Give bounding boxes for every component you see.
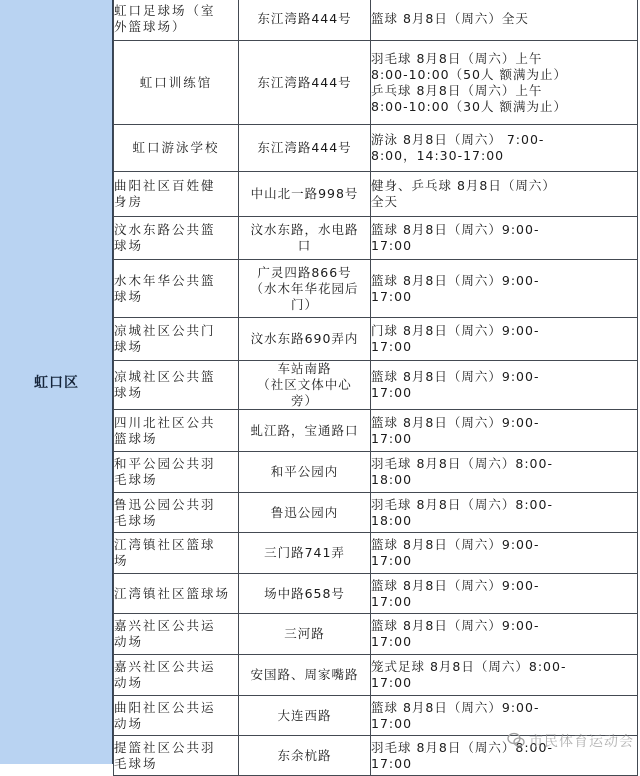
venue-address-line: 东江湾路444号	[257, 74, 352, 90]
venue-event-line: 18:00	[371, 472, 413, 487]
venue-event-line: 17:00	[371, 430, 413, 446]
venue-event-line: 篮球 8月8日（周六）全天	[371, 10, 529, 26]
venue-event-line: 羽毛球 8月8日（周六）8:00-	[371, 496, 553, 512]
venue-name-line: 嘉兴社区公共运	[114, 659, 216, 674]
venue-name-cell	[114, 217, 239, 260]
venue-name-cell	[114, 533, 239, 574]
venue-address-line: 东江湾路444号	[257, 140, 352, 155]
venue-name-cell	[114, 410, 239, 452]
venue-name-line: 曲阳社区公共运	[114, 699, 216, 715]
watermark	[507, 731, 634, 752]
venue-name-cell	[114, 361, 239, 410]
venue-event-line: 17:00	[371, 238, 413, 253]
venue-event-line: 门球 8月8日（周六）9:00-	[371, 323, 540, 338]
venue-event-cell	[371, 533, 638, 574]
venue-address-cell	[239, 533, 371, 574]
venue-name-cell	[114, 736, 239, 776]
venue-row	[114, 0, 638, 41]
venue-address-cell	[239, 574, 371, 614]
venue-address-cell	[239, 125, 371, 172]
venue-address-line: 三门路741弄	[264, 545, 345, 560]
venue-address-cell	[239, 217, 371, 260]
venue-address-cell	[239, 696, 371, 736]
venue-event-line: 游泳 8月8日（周六） 7:00-	[371, 132, 545, 147]
venue-row	[114, 260, 638, 318]
venue-name-line: 球场	[114, 288, 144, 304]
venue-address-line: 和平公园内	[270, 464, 339, 479]
venue-table-body	[114, 0, 638, 776]
venue-event-line: 全天	[371, 194, 399, 209]
venue-name-line: 鲁迅公园公共羽	[114, 496, 216, 512]
venue-row	[114, 410, 638, 452]
venue-address-line: 汶水东路，水电路	[250, 222, 359, 237]
venue-name-cell	[114, 41, 239, 125]
venue-event-cell	[371, 172, 638, 217]
venue-address-line: 东江湾路444号	[257, 10, 352, 26]
venue-name-line: 虹口训练馆	[139, 74, 213, 90]
venue-row	[114, 172, 638, 217]
venue-address-line: 汶水东路690弄内	[250, 331, 359, 346]
venue-name-cell	[114, 614, 239, 655]
venue-address-line: 三河路	[284, 626, 325, 641]
venue-address-line: 广灵四路866号	[257, 264, 352, 280]
venue-name-line: 虹口足球场（室	[114, 2, 216, 18]
venue-address-line: 鲁迅公园内	[270, 504, 339, 520]
venue-name-line: 凉城社区公共门	[114, 323, 216, 338]
venue-name-line: 提篮社区公共羽	[114, 739, 216, 755]
venue-event-line: 17:00	[371, 634, 413, 649]
venue-address-line: 场中路658号	[264, 585, 345, 601]
venue-name-cell	[114, 125, 239, 172]
venue-row	[114, 696, 638, 736]
venue-name-line: 毛球场	[114, 512, 158, 528]
venue-event-line: 羽毛球 8月8日（周六）8:00-	[371, 456, 553, 471]
venue-name-line: 虹口游泳学校	[132, 140, 220, 155]
venue-name-line: 曲阳社区百姓健	[114, 178, 216, 193]
venue-address-line: （水木年华花园后	[250, 280, 359, 296]
venue-name-line: 动场	[114, 634, 144, 649]
venue-event-line: 篮球 8月8日（周六）9:00-	[371, 369, 540, 384]
venue-name-line: 球场	[114, 385, 144, 400]
venue-row	[114, 655, 638, 696]
venue-row	[114, 614, 638, 655]
venue-event-cell	[371, 614, 638, 655]
venue-event-line: 17:00	[371, 755, 413, 771]
venue-event-line: 篮球 8月8日（周六）9:00-	[371, 414, 540, 430]
venue-address-line: 东余杭路	[277, 747, 332, 763]
venue-name-cell	[114, 493, 239, 533]
venue-address-cell	[239, 614, 371, 655]
venue-event-line: 8:00-10:00（50人 额满为止）	[371, 66, 567, 82]
venue-name-line: 凉城社区公共篮	[114, 369, 216, 384]
venue-event-cell	[371, 260, 638, 318]
venue-name-cell	[114, 172, 239, 217]
wechat-logo-icon	[507, 732, 525, 752]
venue-event-line: 篮球 8月8日（周六）9:00-	[371, 618, 540, 633]
venue-name-cell	[114, 452, 239, 493]
venue-address-cell	[239, 655, 371, 696]
venue-event-cell	[371, 0, 638, 41]
venue-event-cell	[371, 361, 638, 410]
venue-event-line: 篮球 8月8日（周六）9:00-	[371, 272, 540, 288]
venue-name-cell	[114, 574, 239, 614]
venue-event-line: 17:00	[371, 593, 413, 609]
venue-address-line: 车站南路	[277, 361, 332, 376]
district-label: 虹口区	[34, 375, 79, 391]
venue-name-line: 毛球场	[114, 472, 158, 487]
venue-row	[114, 217, 638, 260]
venue-name-line: 外篮球场）	[114, 18, 187, 34]
venue-event-cell	[371, 41, 638, 125]
venue-address-line: 虬江路，宝通路口	[250, 422, 359, 438]
venue-address-line: 旁）	[290, 393, 318, 408]
venue-address-cell	[239, 452, 371, 493]
venue-event-line: 8:00-10:00（30人 额满为止）	[371, 98, 567, 114]
venue-event-line: 17:00	[371, 553, 413, 568]
venue-address-cell	[239, 493, 371, 533]
venue-name-cell	[114, 318, 239, 361]
venue-event-line: 17:00	[371, 715, 413, 731]
venue-name-line: 江湾镇社区篮球场	[114, 585, 231, 601]
venue-address-cell	[239, 361, 371, 410]
venue-address-line: 中山北一路998号	[250, 186, 359, 201]
venue-row	[114, 41, 638, 125]
venue-event-line: 8:00，14:30-17:00	[371, 148, 505, 163]
venue-event-line: 篮球 8月8日（周六）9:00-	[371, 222, 540, 237]
venue-event-cell	[371, 493, 638, 533]
venue-event-line: 篮球 8月8日（周六）9:00-	[371, 699, 540, 715]
venue-name-line: 场	[114, 553, 129, 568]
venue-address-cell	[239, 172, 371, 217]
venue-row	[114, 533, 638, 574]
venue-event-line: 健身、乒乓球 8月8日（周六）	[371, 178, 556, 193]
venue-event-line: 篮球 8月8日（周六）9:00-	[371, 537, 540, 552]
venue-table	[113, 0, 638, 776]
venue-name-line: 球场	[114, 339, 144, 354]
venue-address-cell	[239, 736, 371, 776]
venue-address-line: 门）	[290, 296, 318, 312]
venue-name-cell	[114, 0, 239, 41]
venue-address-cell	[239, 318, 371, 361]
venue-event-line: 17:00	[371, 675, 413, 690]
venue-name-line: 毛球场	[114, 755, 158, 771]
venue-event-line: 18:00	[371, 512, 413, 528]
venue-event-cell	[371, 655, 638, 696]
venue-event-cell	[371, 318, 638, 361]
venue-name-line: 身房	[114, 194, 144, 209]
venue-row	[114, 318, 638, 361]
venue-address-cell	[239, 41, 371, 125]
watermark-text: 市民体育运动会	[529, 734, 634, 750]
venue-address-line: 大连西路	[277, 707, 332, 723]
venue-event-cell	[371, 125, 638, 172]
venue-address-cell	[239, 0, 371, 41]
venue-row	[114, 125, 638, 172]
venue-name-line: 水木年华公共篮	[114, 272, 216, 288]
venue-name-line: 四川北社区公共	[114, 414, 216, 430]
venue-row	[114, 361, 638, 410]
venue-name-line: 球场	[114, 238, 144, 253]
venue-name-cell	[114, 696, 239, 736]
venue-event-line: 篮球 8月8日（周六）9:00-	[371, 577, 540, 593]
venue-address-line: 口	[297, 238, 312, 253]
venue-event-cell	[371, 217, 638, 260]
venue-event-line: 17:00	[371, 339, 413, 354]
venue-event-cell	[371, 452, 638, 493]
venue-event-line: 17:00	[371, 288, 413, 304]
venue-name-line: 江湾镇社区篮球	[114, 537, 216, 552]
venue-event-cell	[371, 574, 638, 614]
venue-name-cell	[114, 655, 239, 696]
venue-address-line: 安国路、周家嘴路	[250, 667, 359, 682]
venue-event-line: 羽毛球 8月8日（周六）8:00-	[371, 739, 553, 755]
venue-name-line: 汶水东路公共篮	[114, 222, 216, 237]
venue-name-line: 嘉兴社区公共运	[114, 618, 216, 633]
venue-event-line: 羽毛球 8月8日（周六）上午	[371, 50, 543, 66]
venue-name-line: 篮球场	[114, 430, 158, 446]
venue-name-line: 动场	[114, 675, 144, 690]
venue-row	[114, 574, 638, 614]
venue-event-cell	[371, 410, 638, 452]
venue-event-cell	[371, 696, 638, 736]
venue-name-line: 动场	[114, 715, 144, 731]
venue-row	[114, 452, 638, 493]
venue-event-line: 17:00	[371, 385, 413, 400]
venue-event-line: 乒乓球 8月8日（周六）上午	[371, 82, 543, 98]
venue-row	[114, 493, 638, 533]
venue-name-line: 和平公园公共羽	[114, 456, 216, 471]
venue-name-cell	[114, 260, 239, 318]
district-cell	[0, 0, 113, 764]
venue-event-line: 笼式足球 8月8日（周六）8:00-	[371, 659, 567, 674]
venue-address-cell	[239, 410, 371, 452]
venue-address-cell	[239, 260, 371, 318]
venue-address-line: （社区文体中心	[257, 377, 352, 392]
